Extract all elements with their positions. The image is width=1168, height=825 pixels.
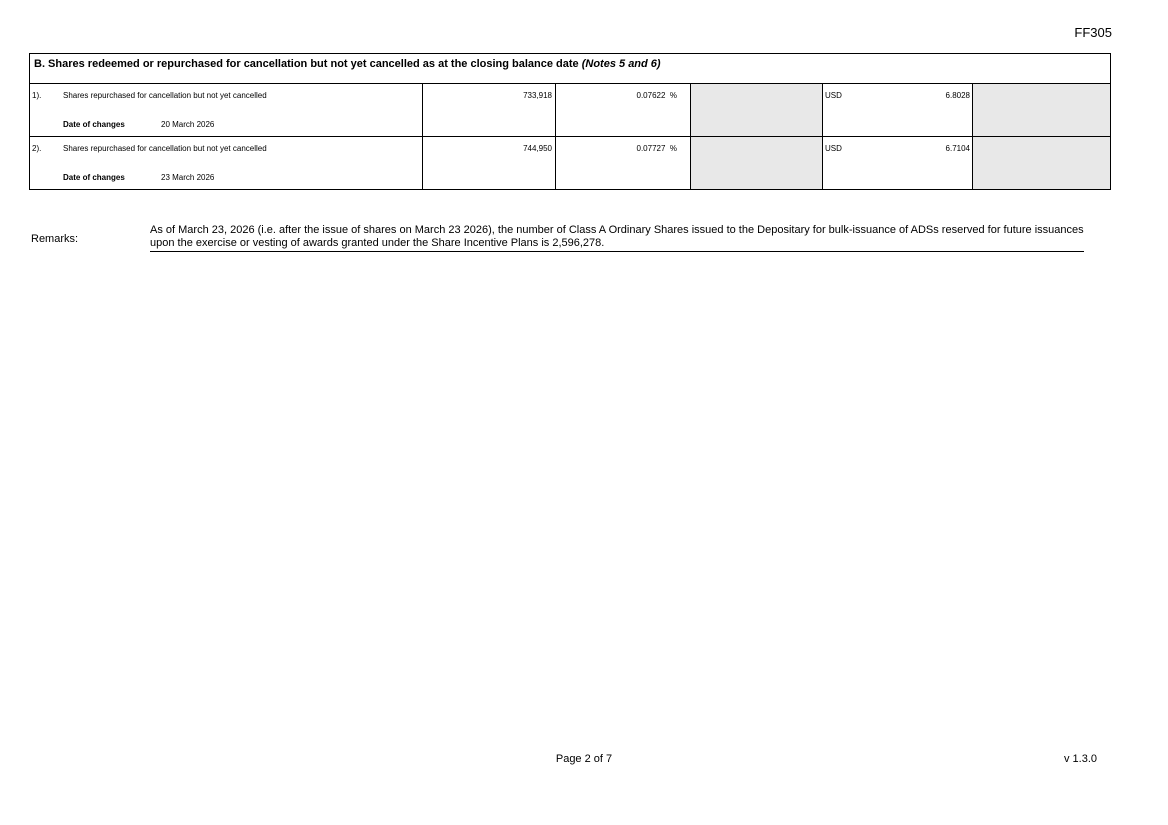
date-of-changes-value: 20 March 2026 [161,120,215,129]
remarks-text: As of March 23, 2026 (i.e. after the issue of shares on March 23 2026), the number of Class A Ordinary Shares issued to the Depositary for bulk-issuance of ADSs reserved for future issuances upon the exercise or vesting of awards granted under the Share Incentive Plans is 2,596,278. [150,224,1084,252]
row-index: 2). [32,144,42,153]
currency-code: USD [825,144,842,153]
shares-percent [556,137,691,190]
percent-value: 0.07727 [636,144,666,153]
shares-percent [556,84,691,137]
percent-value: 0.07622 [636,91,666,100]
row-index: 1). [32,91,42,100]
price-value: 6.8028 [945,91,970,100]
table-row [30,137,1111,190]
page-number: Page 2 of 7 [555,753,613,765]
section-b-table [29,53,1111,190]
section-title [30,54,1111,84]
shares-count: 744,950 [423,137,556,190]
section-title-text: B. Shares redeemed or repurchased for cancellation but not yet cancelled as at the closing balance date [34,58,579,70]
date-of-changes-label: Date of changes [63,120,125,129]
percent-unit: % [669,144,677,153]
percent-unit: % [669,91,677,100]
empty-shaded-cell [973,84,1111,137]
price-value: 6.7104 [945,144,970,153]
empty-shaded-cell [973,137,1111,190]
empty-shaded-cell [691,137,823,190]
remarks-label: Remarks: [31,233,79,245]
section-title-notes: (Notes 5 and 6) [581,58,661,70]
row-description: Shares repurchased for cancellation but not yet cancelled [63,144,267,153]
row-description: Shares repurchased for cancellation but not yet cancelled [63,91,267,100]
date-of-changes-value: 23 March 2026 [161,173,215,182]
row-label-cell [30,84,423,137]
empty-shaded-cell [691,84,823,137]
price-cell [823,137,973,190]
shares-count: 733,918 [423,84,556,137]
date-of-changes-label: Date of changes [63,173,125,182]
row-label-cell [30,137,423,190]
version-label: v 1.3.0 [1063,753,1097,765]
table-row [30,84,1111,137]
form-code: FF305 [1074,25,1112,40]
price-cell [823,84,973,137]
currency-code: USD [825,91,842,100]
